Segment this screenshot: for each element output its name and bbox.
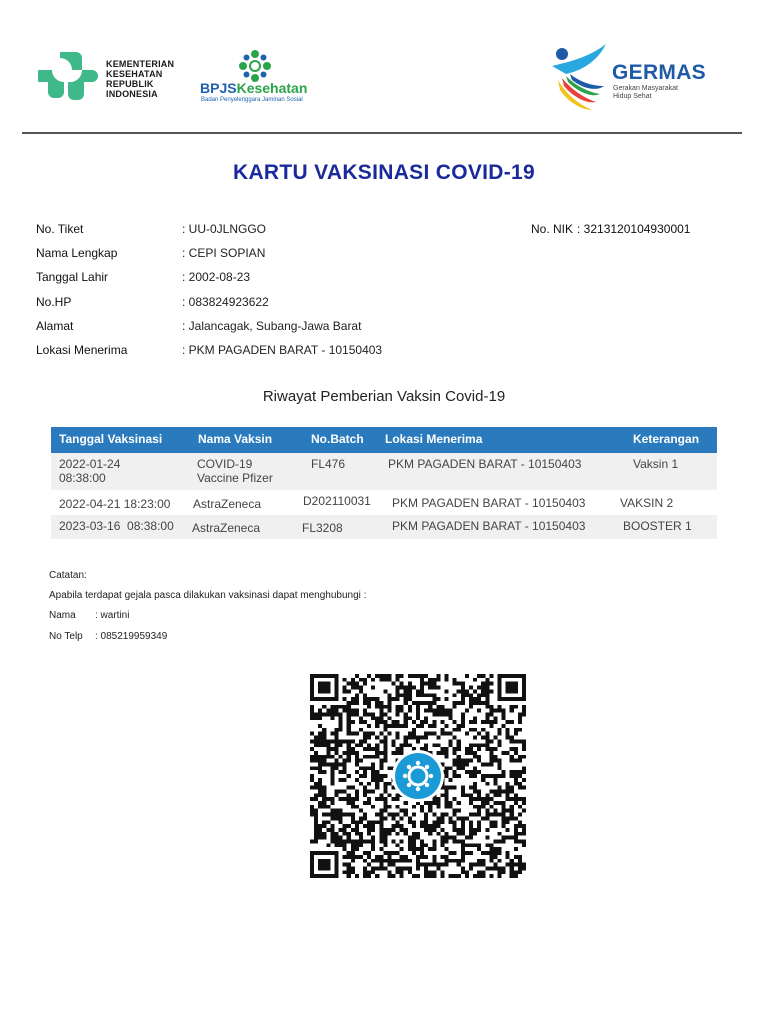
cell-vaccine: COVID-19 Vaccine Pfizer [197,457,273,485]
col-header-date: Tanggal Vaksinasi [59,432,163,446]
cell-location: PKM PAGADEN BARAT - 10150403 [392,496,586,510]
table-row [51,490,717,515]
info-label: No.HP [36,294,72,309]
history-title: Riwayat Pemberian Vaksin Covid-19 [262,388,506,405]
info-label: Nama Lengkap [36,246,118,261]
info-value: : PKM PAGADEN BARAT - 10150403 [182,342,383,357]
header-divider [22,132,742,134]
cell-remark: Vaksin 1 [633,457,679,471]
nik-value: : 3213120104930001 [577,222,691,236]
info-label: Alamat [36,318,74,333]
cell-batch: FL476 [311,457,346,471]
cell-vaccine: AstraZeneca [193,497,262,511]
info-label: Lokasi Menerima [36,342,128,357]
info-value: : Jalancagak, Subang-Jawa Barat [182,318,362,333]
qr-code-icon [310,674,526,878]
nik-label: No. NIK [531,222,574,236]
info-label: Tanggal Lahir [36,270,109,285]
col-header-vaccine: Nama Vaksin [198,432,273,446]
table-header [51,427,717,453]
contact-phone: No Telp : 085219959349 [49,631,168,642]
cell-batch: D202110031 [303,494,371,508]
nik-field [531,221,690,237]
table-row [51,453,717,490]
table-row [51,515,717,539]
cell-date: 2023-03-16 08:38:00 [59,519,174,533]
cell-location: PKM PAGADEN BARAT - 10150403 [388,457,582,471]
germas-logo-icon [548,40,610,112]
cell-remark: BOOSTER 1 [623,519,692,533]
notes-contact-intro: Apabila terdapat gejala pasca dilakukan vaksinasi dapat menghubungi : [49,590,367,601]
bpjs-tagline: Badan Penyelenggara Jaminan Sosial [201,97,303,103]
info-value: : CEPI SOPIAN [182,246,266,261]
info-label: No. Tiket [36,222,84,236]
page-title: KARTU VAKSINASI COVID-19 [232,161,535,184]
header [0,0,768,134]
cell-batch: FL3208 [302,521,343,535]
info-value: : UU-0JLNGGO [182,222,267,236]
germas-subtitle: Gerakan Masyarakat Hidup Sehat [613,85,678,100]
col-header-location: Lokasi Menerima [385,432,483,446]
bpjs-logo-icon [238,49,272,83]
cell-date: 2022-01-24 08:38:00 [59,457,121,485]
col-header-remark: Keterangan [633,432,700,446]
col-header-batch: No.Batch [311,432,364,446]
notes-heading: Catatan: [49,570,87,581]
kemenkes-name: KEMENTERIAN KESEHATAN REPUBLIK INDONESIA [106,59,175,99]
vaccination-history-table [51,427,717,539]
cell-vaccine: AstraZeneca [192,521,261,535]
cell-remark: VAKSIN 2 [620,496,674,510]
cell-location: PKM PAGADEN BARAT - 10150403 [392,519,586,533]
info-value: : 083824923622 [182,294,269,309]
bpjs-name: BPJSKesehatan [200,80,308,96]
contact-name: Nama : wartini [49,610,130,621]
kemenkes-logo-icon [38,50,100,102]
germas-title: GERMAS [612,61,706,84]
info-value: : 2002-08-23 [182,270,251,285]
cell-date: 2022-04-21 18:23:00 [59,497,171,511]
